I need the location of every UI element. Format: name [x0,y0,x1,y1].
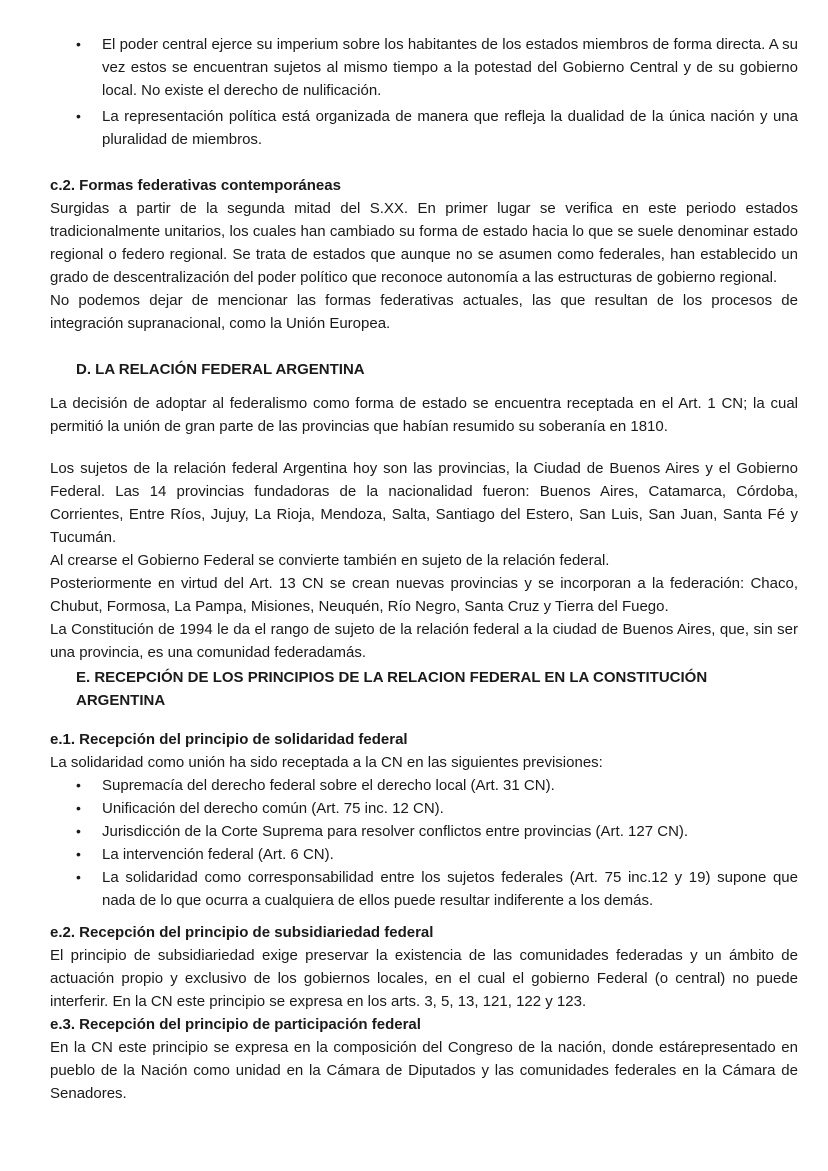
paragraph: El principio de subsidiariedad exige preservar la existencia de las comunidades federadas y un ámbito de actuación propio y exclusivo de los gobiernos locales, en el cual el gobierno Federal (o central) no puede interferir. En la CN este principio se expresa en los arts. 3, 5, 13, 121, 122 y 123. [50,947,798,1010]
section-c2 [50,174,798,335]
paragraph: Al crearse el Gobierno Federal se convierte también en sujeto de la relación federal. [50,552,610,569]
paragraph: No podemos dejar de mencionar las formas federativas actuales, las que resultan de los procesos de integración supranacional, como la Unión Europea. [50,292,798,332]
list-item: • La solidaridad como corresponsabilidad entre los sujetos federales (Art. 75 inc.12 y 19) supone que nada de lo que ocurra a cualquiera de ellos puede resultar indiferente a los demás. [50,866,798,912]
paragraph: En la CN este principio se expresa en la composición del Congreso de la nación, donde estárepresentado en pueblo de la Nación como unidad en la Cámara de Diputados y las comunidades federales en la Cámara de Senadores. [50,1039,798,1102]
list-item: • Unificación del derecho común (Art. 75 inc. 12 CN). [50,797,798,820]
paragraph: Surgidas a partir de la segunda mitad del S.XX. En primer lugar se verifica en este periodo estados tradicionalmente unitarios, los cuales han cambiado su forma de estado hacia lo que se suele denominar estado regional o federo regional. Se trata de estados que aunque no se asumen como federales, han establecido un grado de descentralización del poder político que reconoce autonomía a las estructuras de gobierno regional. [50,200,798,286]
list-item: • La representación política está organizada de manera que refleja la dualidad de la única nación y una pluralidad de miembros. [50,105,798,151]
list-item: • La intervención federal (Art. 6 CN). [50,843,798,866]
section-heading: D. LA RELACIÓN FEDERAL ARGENTINA [76,361,365,378]
paragraph: La Constitución de 1994 le da el rango de sujeto de la relación federal a la ciudad de Buenos Aires, que, sin ser una provincia, es una comunidad federadamás. [50,621,798,661]
paragraph: La decisión de adoptar al federalismo como forma de estado se encuentra receptada en el Art. 1 CN; la cual permitió la unión de gran parte de las provincias que habían resumido su soberanía en 1810. [50,395,798,435]
section-heading: E. RECEPCIÓN DE LOS PRINCIPIOS DE LA RELACION FEDERAL EN LA CONSTITUCIÓN ARGENTINA [76,669,708,709]
e1-bullet-list [50,774,798,912]
list-item: • Supremacía del derecho federal sobre el derecho local (Art. 31 CN). [50,774,798,797]
paragraph: Posteriormente en virtud del Art. 13 CN se crean nuevas provincias y se incorporan a la federación: Chaco, Chubut, Formosa, La Pampa, Misiones, Neuquén, Río Negro, Santa Cruz y Tierra del Fuego. [50,575,798,615]
paragraph: Los sujetos de la relación federal Argentina hoy son las provincias, la Ciudad de Buenos Aires y el Gobierno Federal. Las 14 provincias fundadoras de la nacionalidad fueron: Buenos Aires, Catamarca, Córdoba, Corrientes, Entre Ríos, Jujuy, La Rioja, Mendoza, Salta, Santiago del Estero, San Luis, San Juan, Santa Fé y Tucumán. [50,460,798,546]
list-item: • El poder central ejerce su imperium sobre los habitantes de los estados miembros de forma directa. A su vez estos se encuentran sujetos al mismo tiempo a la potestad del Gobierno Central y de su gobierno local. No existe el derecho de nulificación. [50,33,798,102]
intro-bullet-list [50,33,798,151]
subsection-heading: e.2. Recepción del principio de subsidiariedad federal [50,924,434,941]
list-item: • Jurisdicción de la Corte Suprema para resolver conflictos entre provincias (Art. 127 CN). [50,820,798,843]
section-d [50,358,798,664]
subsection-heading: e.1. Recepción del principio de solidaridad federal [50,731,408,748]
section-heading: c.2. Formas federativas contemporáneas [50,177,341,194]
section-e [50,666,798,1105]
subsection-heading: e.3. Recepción del principio de participación federal [50,1016,421,1033]
paragraph: La solidaridad como unión ha sido receptada a la CN en las siguientes previsiones: [50,754,603,771]
